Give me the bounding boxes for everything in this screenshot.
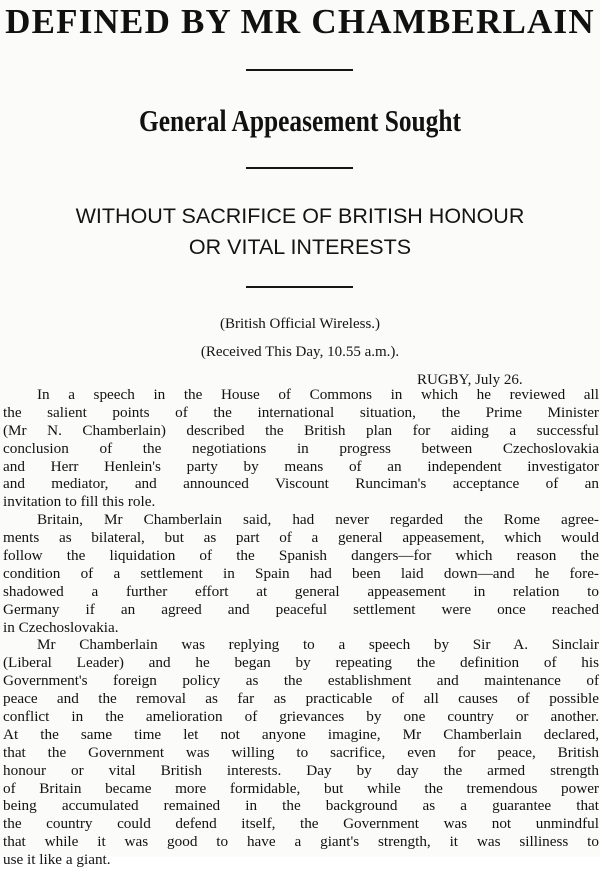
divider-rule bbox=[246, 286, 353, 288]
body-line: of Britain became more formidable, but while the tremendous power bbox=[3, 779, 599, 797]
body-line: In a speech in the House of Commons in which he reviewed all bbox=[37, 386, 599, 403]
body-line: At the same time let not anyone imagine, Mr Chamberlain declared, bbox=[3, 725, 599, 743]
deck-line: OR VITAL INTERESTS bbox=[188, 235, 412, 259]
body-line: Government's foreign policy as the establishment and maintenance of bbox=[3, 672, 599, 690]
article-body bbox=[3, 386, 599, 869]
body-line: ments as bilateral, but as part of a general appeasement, which would bbox=[3, 529, 599, 547]
body-line: being accumulated remained in the background as a guarantee that bbox=[3, 797, 599, 815]
dateline: RUGBY, July 26. bbox=[417, 372, 523, 388]
subheadline: General Appeasement Sought bbox=[138, 103, 462, 138]
received-line: (Received This Day, 10.55 a.m.). bbox=[200, 344, 400, 360]
body-line: and Herr Henlein's party by means of an independent investigator bbox=[3, 457, 599, 475]
body-line: (Liberal Leader) and he began by repeating the definition of his bbox=[3, 654, 599, 672]
headline: DEFINED BY MR CHAMBERLAIN bbox=[5, 2, 595, 41]
body-line: peace and the removal as far as practicable of all causes of possible bbox=[3, 690, 599, 708]
body-line: the country could defend itself, the Government was not unmindful bbox=[3, 815, 599, 833]
body-line: in Czechoslovakia. bbox=[3, 618, 119, 636]
body-line: that while it was good to have a giant's strength, it was silliness to bbox=[3, 833, 599, 851]
source-line: (British Official Wireless.) bbox=[219, 316, 381, 332]
body-line: honour or vital British interests. Day by day the armed strength bbox=[3, 761, 599, 779]
body-line: conflict in the amelioration of grievances by one country or another. bbox=[3, 708, 599, 726]
divider-rule bbox=[246, 167, 353, 169]
deck-heading bbox=[0, 201, 600, 263]
body-line: the salient points of the international situation, the Prime Minister bbox=[3, 403, 599, 421]
body-line: shadowed a further effort at general appeasement in relation to bbox=[3, 582, 599, 600]
body-line: (Mr N. Chamberlain) described the British plan for aiding a successful bbox=[3, 421, 599, 439]
body-line: and mediator, and announced Viscount Runciman's acceptance of an bbox=[3, 475, 599, 493]
body-line: follow the liquidation of the Spanish dangers—for which reason the bbox=[3, 547, 599, 565]
body-line: condition of a settlement in Spain had been laid down—and he fore- bbox=[3, 564, 599, 582]
body-line: invitation to fill this role. bbox=[3, 493, 156, 511]
body-line: that the Government was willing to sacrifice, even for peace, British bbox=[3, 743, 599, 761]
divider-rule bbox=[246, 69, 353, 71]
body-line: conclusion of the negotiations in progress between Czechoslovakia bbox=[3, 439, 599, 457]
body-line: Germany if an agreed and peaceful settlement were once reached bbox=[3, 600, 599, 618]
body-line: Mr Chamberlain was replying to a speech by Sir A. Sinclair bbox=[37, 636, 599, 654]
body-line: use it like a giant. bbox=[3, 851, 111, 869]
deck-line: WITHOUT SACRIFICE OF BRITISH HONOUR bbox=[75, 204, 525, 228]
body-line: Britain, Mr Chamberlain said, had never regarded the Rome agree- bbox=[37, 511, 599, 529]
